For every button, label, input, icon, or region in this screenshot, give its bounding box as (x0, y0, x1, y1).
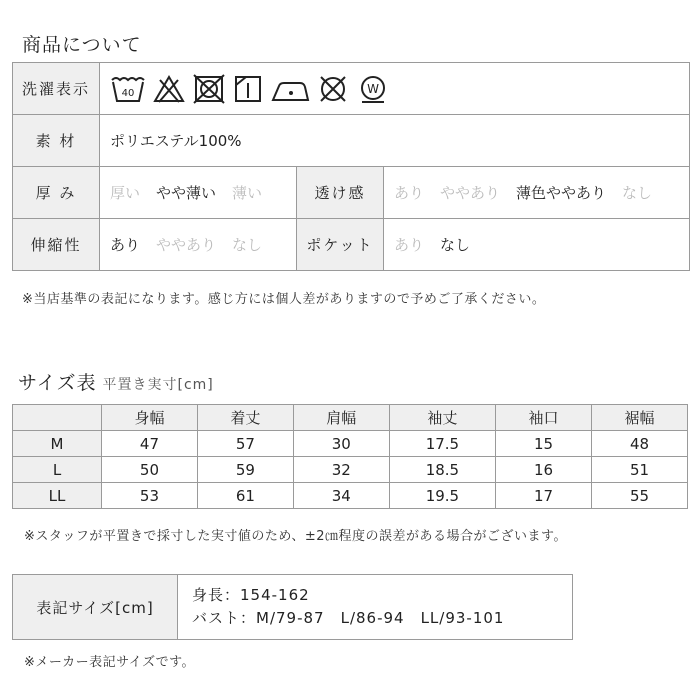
size-column-header: 袖口 (496, 405, 592, 431)
wet-clean-letter: W (367, 81, 379, 96)
iron-low-icon (270, 74, 310, 104)
size-cell: 57 (197, 431, 293, 457)
size-column-header: 肩幅 (293, 405, 389, 431)
size-table (12, 404, 688, 509)
spec-height: 身長：154-162 (192, 586, 310, 604)
stretch-pocket-row (13, 219, 690, 271)
wash-temp-label: 40 (121, 87, 135, 99)
spec-value (178, 575, 573, 640)
spec-note: ※メーカー表記サイズです。 (24, 655, 196, 670)
size-cell: 51 (592, 457, 688, 483)
spec-table (12, 574, 573, 640)
size-cell: 47 (102, 431, 198, 457)
stretch-option: なし (232, 236, 263, 254)
size-note: ※スタッフが平置きで採寸した実寸値のため、±2㎝程度の誤差がある場合がございます。 (24, 529, 567, 544)
size-cell: 32 (293, 457, 389, 483)
size-cell: 18.5 (389, 457, 495, 483)
thickness-options (100, 167, 297, 219)
size-row-label: LL (13, 483, 102, 509)
size-row (13, 483, 688, 509)
care-icons (100, 74, 689, 104)
pocket-options (384, 219, 690, 271)
size-cell: 15 (496, 431, 592, 457)
stretch-label: 伸縮性 (13, 219, 100, 271)
pocket-option: あり (394, 236, 425, 254)
size-row (13, 431, 688, 457)
size-cell: 48 (592, 431, 688, 457)
size-cell: 19.5 (389, 483, 495, 509)
size-column-header: 袖丈 (389, 405, 495, 431)
spec-row (13, 575, 573, 640)
no-bleach-icon (152, 74, 186, 104)
size-cell: 59 (197, 457, 293, 483)
product-note: ※当店基準の表記になります。感じ方には個人差がありますので予めご了承ください。 (22, 292, 546, 307)
wet-clean-icon (356, 74, 390, 104)
size-cell: 16 (496, 457, 592, 483)
sheer-option: 薄色ややあり (516, 184, 607, 202)
spec-label: 表記サイズ[cm] (13, 575, 178, 640)
size-row-label: M (13, 431, 102, 457)
size-cell: 30 (293, 431, 389, 457)
thickness-label: 厚 み (13, 167, 100, 219)
stretch-options (100, 219, 297, 271)
care-icons-cell (100, 63, 690, 115)
size-cell: 17 (496, 483, 592, 509)
thickness-option: 薄い (232, 184, 263, 202)
stretch-option: ややあり (156, 236, 217, 254)
sheer-options (384, 167, 690, 219)
sheer-label: 透け感 (297, 167, 384, 219)
material-row (13, 115, 690, 167)
size-column-header: 着丈 (197, 405, 293, 431)
product-section-title: 商品について (22, 34, 142, 56)
sheer-option: なし (622, 184, 653, 202)
pocket-option: なし (440, 236, 471, 254)
thickness-option: 厚い (110, 184, 141, 202)
size-column-header: 身幅 (102, 405, 198, 431)
size-cell: 17.5 (389, 431, 495, 457)
size-cell: 50 (102, 457, 198, 483)
line-dry-icon (232, 74, 264, 104)
size-header-row (13, 405, 688, 431)
spec-bust: バスト：M/79-87 L/86-94 LL/93-101 (192, 609, 505, 627)
size-row (13, 457, 688, 483)
size-cell: 61 (197, 483, 293, 509)
size-cell: 34 (293, 483, 389, 509)
sheer-option: あり (394, 184, 425, 202)
care-label: 洗濯表示 (13, 63, 100, 115)
no-tumble-dry-icon (192, 74, 226, 104)
care-row (13, 63, 690, 115)
size-section-title (18, 368, 214, 395)
no-dry-clean-icon (316, 74, 350, 104)
size-cell: 53 (102, 483, 198, 509)
size-subtitle: 平置き実寸[cm] (102, 377, 214, 393)
thickness-sheer-row (13, 167, 690, 219)
pocket-label: ポケット (297, 219, 384, 271)
stretch-option: あり (110, 236, 141, 254)
size-title: サイズ表 (18, 372, 97, 394)
product-info-table (12, 62, 690, 271)
size-cell: 55 (592, 483, 688, 509)
material-value: ポリエステル100% (100, 115, 690, 167)
sheer-option: ややあり (440, 184, 501, 202)
size-row-label: L (13, 457, 102, 483)
material-label: 素 材 (13, 115, 100, 167)
thickness-option: やや薄い (156, 184, 217, 202)
wash-40-icon (110, 74, 146, 104)
size-column-header: 裾幅 (592, 405, 688, 431)
size-column-header (13, 405, 102, 431)
